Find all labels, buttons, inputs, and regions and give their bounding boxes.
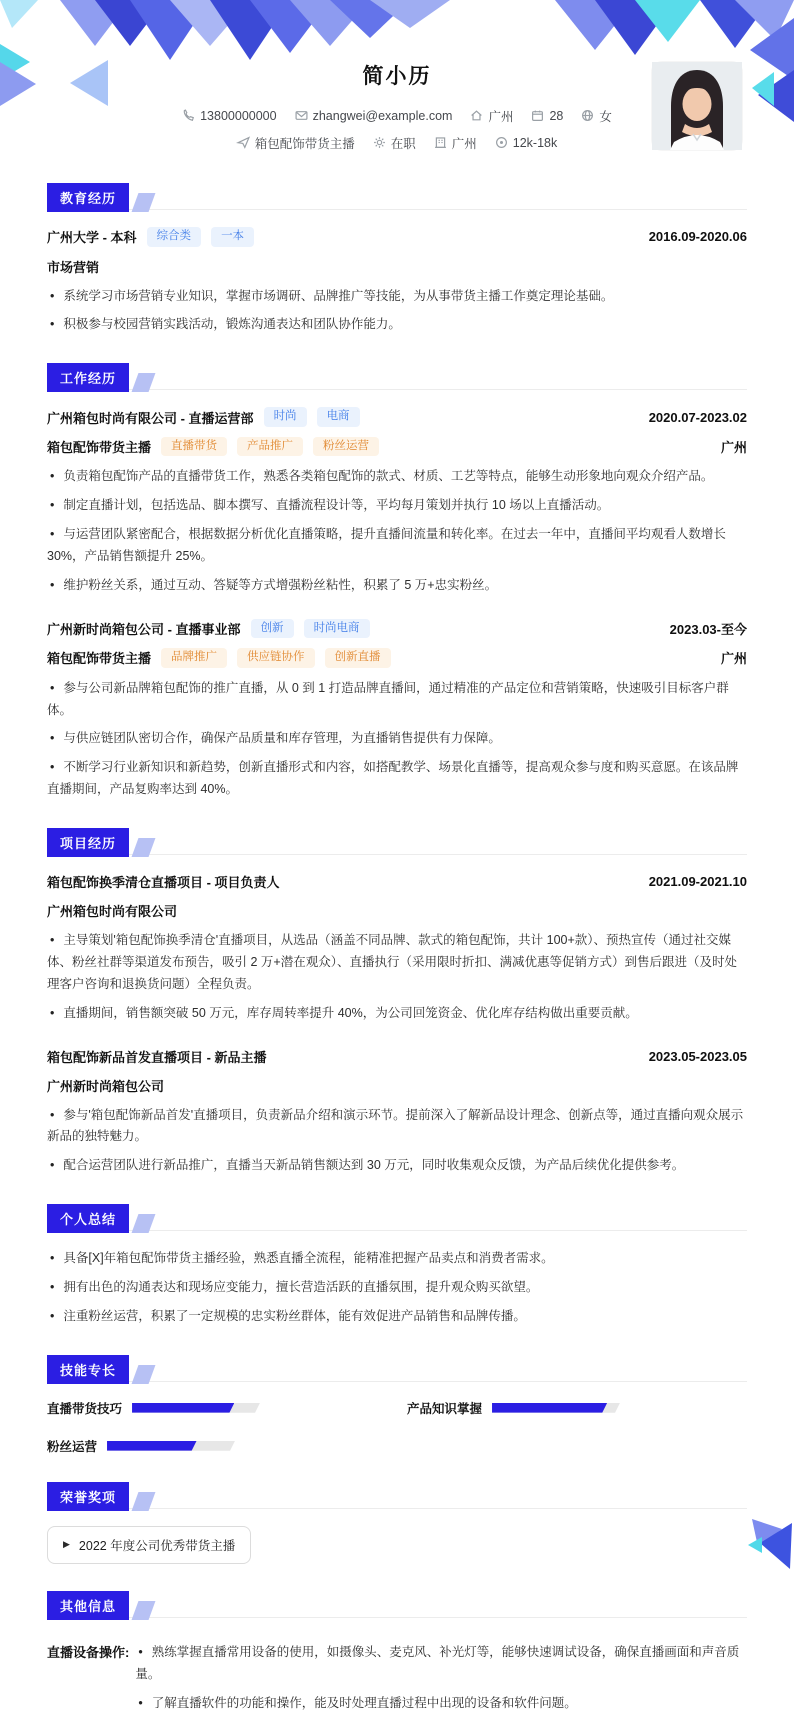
role-name: 箱包配饰带货主播: [47, 440, 152, 455]
project-bullets: [47, 930, 747, 1025]
role-name: 箱包配饰带货主播: [47, 651, 152, 667]
education-major-row: [47, 257, 747, 276]
other-info-label: 直播设备操作:: [47, 1644, 130, 1660]
section-header-education: [47, 183, 747, 213]
globe-icon: [581, 109, 594, 122]
honor-item[interactable]: [47, 1526, 251, 1564]
contact-age-value: 28: [549, 108, 564, 123]
project-name: 箱包配饰换季清仓直播项目 - 项目负责人: [47, 875, 280, 890]
other-bullets: [135, 1635, 747, 1721]
company-tag: 时尚电商: [304, 619, 370, 639]
school-name: 广州大学 - 本科: [47, 230, 137, 246]
list-item: • 主导策划'箱包配饰换季清仓'直播项目，从选品（涵盖不同品牌、款式的箱包配饰，共计 100+款）、预热宣传（通过社交媒体、粉丝社群等渠道发布预告，吸引 2 万+潜在观众）、直播执行（采用限时折扣、满减优惠等促销方式）到售后跟进（及时处理客户咨询和退换货问题）全程负责。: [47, 933, 737, 991]
home-icon: [470, 109, 483, 122]
calendar-icon: [531, 109, 544, 122]
section-badge-skills: 技能专长: [47, 1355, 129, 1384]
education-tag: 一本: [211, 227, 254, 247]
contact-status-value: 在职: [390, 136, 416, 151]
skill-item: [407, 1399, 747, 1417]
triangle-right-icon: ▶: [63, 1539, 70, 1550]
other-info-row: [47, 1635, 747, 1721]
list-item: • 了解直播软件的功能和操作，能及时处理直播过程中出现的设备和软件问题。: [138, 1695, 577, 1710]
section-header-skills: [47, 1355, 747, 1385]
contact-status: [373, 134, 416, 152]
section-honors: [47, 1482, 747, 1564]
list-item: • 注重粉丝运营，积累了一定规模的忠实粉丝群体，能有效促进产品销售和品牌传播。: [50, 1308, 526, 1323]
project-company: 广州箱包时尚有限公司: [47, 904, 178, 919]
company-tag: 时尚: [264, 407, 307, 427]
section-header-honors: [47, 1482, 747, 1512]
page-title: 简小历: [362, 65, 432, 88]
work-date: 2020.07-2023.02: [648, 409, 747, 425]
contact-work-city-value: 广州: [451, 136, 477, 151]
contact-position: [237, 134, 355, 152]
contact-work-city: [434, 134, 477, 152]
badge-fold-decoration: [132, 1601, 156, 1620]
list-item: • 负责箱包配饰产品的直播带货工作，熟悉各类箱包配饰的款式、材质、工艺等特点，能够生动形象地向观众介绍产品。: [50, 469, 714, 484]
gear-icon: [373, 136, 386, 149]
list-item: • 拥有出色的沟通表达和现场应变能力，擅长营造活跃的直播氛围，提升观众购买欲望。: [50, 1280, 539, 1294]
badge-fold-decoration: [132, 838, 156, 857]
skill-bar: [107, 1441, 235, 1451]
badge-fold-decoration: [132, 1365, 156, 1384]
section-work: [47, 363, 747, 801]
skill-item: [47, 1399, 387, 1417]
company-name: 广州箱包时尚有限公司 - 直播运营部: [47, 410, 254, 426]
list-item: • 熟练掌握直播常用设备的使用，如摄像头、麦克风、补光灯等，能够快速调试设备，确保直播画面和声音质量。: [135, 1644, 740, 1681]
work-role-row: [47, 648, 747, 668]
mail-icon: [295, 109, 308, 122]
badge-fold-decoration: [132, 373, 156, 392]
skill-bar: [492, 1403, 620, 1413]
education-date: 2016.09-2020.06: [648, 229, 747, 245]
section-header-projects: [47, 828, 747, 858]
project-entry: [47, 872, 747, 1025]
project-title-row: [47, 872, 747, 891]
role-tag: 供应链协作: [237, 648, 315, 668]
skill-bar-fill: [492, 1403, 607, 1413]
list-item: • 系统学习市场营销专业知识，掌握市场调研、品牌推广等技能，为从事带货主播工作奠定理论基础。: [50, 288, 614, 303]
section-badge-summary: 个人总结: [47, 1204, 129, 1233]
education-entry: [47, 227, 747, 336]
company-tag: 电商: [317, 407, 360, 427]
send-icon: [237, 136, 250, 149]
skill-label: 产品知识掌握: [407, 1401, 483, 1416]
company-tag: 创新: [251, 619, 294, 639]
section-badge-projects: 项目经历: [47, 828, 129, 857]
skill-bar: [132, 1403, 260, 1413]
list-item: • 配合运营团队进行新品推广，直播当天新品销售额达到 30 万元，同时收集观众反馈，为产品后续优化提供参考。: [50, 1158, 685, 1173]
badge-fold-decoration: [132, 1214, 156, 1233]
contact-position-value: 箱包配饰带货主播: [254, 136, 355, 151]
work-company-row: [47, 619, 747, 639]
section-header-summary: [47, 1204, 747, 1234]
list-item: • 与运营团队紧密配合，根据数据分析优化直播策略，提升直播间流量和转化率。在过去一年中，直播间平均观看人数增长 30%，产品销售额提升 25%。: [47, 527, 726, 563]
list-item: • 维护粉丝关系，通过互动、答疑等方式增强粉丝粘性，积累了 5 万+忠实粉丝。: [50, 577, 498, 592]
project-name: 箱包配饰新品首发直播项目 - 新品主播: [47, 1049, 267, 1065]
contact-email-value: zhangwei@example.com: [312, 108, 453, 123]
role-tag: 品牌推广: [161, 648, 227, 668]
project-company-row: [47, 1076, 747, 1095]
resume-body: [0, 183, 794, 1721]
role-tag: 直播带货: [161, 437, 227, 457]
list-item: • 与供应链团队密切合作，确保产品质量和库存管理，为直播销售提供有力保障。: [50, 731, 501, 746]
list-item: • 直播期间，销售额突破 50 万元，库存周转率提升 40%，为公司回笼资金、优化库存结构做出重要贡献。: [50, 1005, 638, 1020]
summary-bullets: [47, 1248, 747, 1328]
project-bullets: [47, 1105, 747, 1178]
section-header-other: [47, 1591, 747, 1621]
role-tag: 粉丝运营: [313, 437, 379, 457]
education-bullets: [47, 286, 747, 337]
work-bullets: [47, 678, 747, 801]
work-company-row: [47, 407, 747, 427]
company-name: 广州新时尚箱包公司 - 直播事业部: [47, 621, 241, 637]
skill-item: [47, 1437, 387, 1455]
contact-email: [295, 109, 453, 123]
work-entry: [47, 619, 747, 801]
skill-label: 直播带货技巧: [47, 1401, 123, 1416]
honor-text: 2022 年度公司优秀带货主播: [78, 1538, 236, 1553]
work-entry: [47, 407, 747, 596]
contact-city: [470, 107, 513, 125]
section-badge-education: 教育经历: [47, 183, 129, 212]
section-summary: [47, 1204, 747, 1328]
section-education: [47, 183, 747, 336]
list-item: • 具备[X]年箱包配饰带货主播经验，熟悉直播全流程，能精准把握产品卖点和消费者需求。: [50, 1251, 554, 1266]
project-company: 广州新时尚箱包公司: [47, 1078, 165, 1094]
project-date: 2021.09-2021.10: [648, 874, 747, 889]
list-item: • 不断学习行业新知识和新趋势，创新直播形式和内容，如搭配教学、场景化直播等，提高观众参与度和购买意愿。在该品牌直播期间，产品复购率达到 40%。: [47, 760, 739, 797]
project-title-row: [47, 1047, 747, 1066]
contact-salary-value: 12k-18k: [512, 135, 558, 150]
section-badge-work: 工作经历: [47, 363, 129, 392]
section-projects: [47, 828, 747, 1177]
work-location: 广州: [720, 651, 747, 667]
section-other: [47, 1591, 747, 1721]
skill-label: 粉丝运营: [47, 1439, 98, 1454]
skill-bar-fill: [107, 1441, 197, 1451]
contact-city-value: 广州: [488, 109, 514, 124]
contact-salary: [495, 136, 557, 150]
skills-grid: [47, 1399, 747, 1455]
contact-age: [531, 109, 563, 123]
section-badge-other: 其他信息: [47, 1591, 129, 1620]
badge-fold-decoration: [132, 193, 156, 212]
target-icon: [495, 136, 508, 149]
project-date: 2023.05-2023.05: [648, 1048, 747, 1064]
work-bullets: [47, 466, 747, 596]
education-title-row: [47, 227, 747, 247]
section-skills: [47, 1355, 747, 1455]
list-item: • 积极参与校园营销实践活动，锻炼沟通表达和团队协作能力。: [50, 317, 401, 332]
contact-gender: [581, 107, 612, 125]
work-role-row: [47, 437, 747, 457]
contact-phone: [182, 109, 276, 123]
contact-phone-value: 13800000000: [200, 108, 277, 123]
project-entry: [47, 1047, 747, 1178]
education-tag: 综合类: [147, 227, 202, 247]
role-tag: 产品推广: [237, 437, 303, 457]
avatar: [652, 62, 742, 150]
phone-icon: [182, 109, 195, 122]
project-company-row: [47, 901, 747, 920]
role-tag: 创新直播: [325, 648, 391, 668]
contact-gender-value: 女: [599, 109, 612, 124]
major: 市场营销: [47, 259, 100, 275]
section-badge-honors: 荣誉奖项: [47, 1482, 129, 1511]
section-header-work: [47, 363, 747, 393]
work-date: 2023.03-至今: [669, 621, 747, 637]
list-item: • 参与'箱包配饰新品首发'直播项目，负责新品介绍和演示环节。提前深入了解新品设计理念、创新点等，通过直播向观众展示新品的独特魅力。: [47, 1107, 744, 1144]
badge-fold-decoration: [132, 1492, 156, 1511]
skill-bar-fill: [132, 1403, 234, 1413]
work-location: 广州: [720, 440, 747, 455]
list-item: • 制定直播计划，包括选品、脚本撰写、直播流程设计等，平均每月策划并执行 10 场以上直播活动。: [50, 498, 610, 513]
building-icon: [434, 136, 447, 149]
list-item: • 参与公司新品牌箱包配饰的推广直播，从 0 到 1 打造品牌直播间，通过精准的产品定位和营销策略，快速吸引目标客户群体。: [47, 680, 729, 717]
